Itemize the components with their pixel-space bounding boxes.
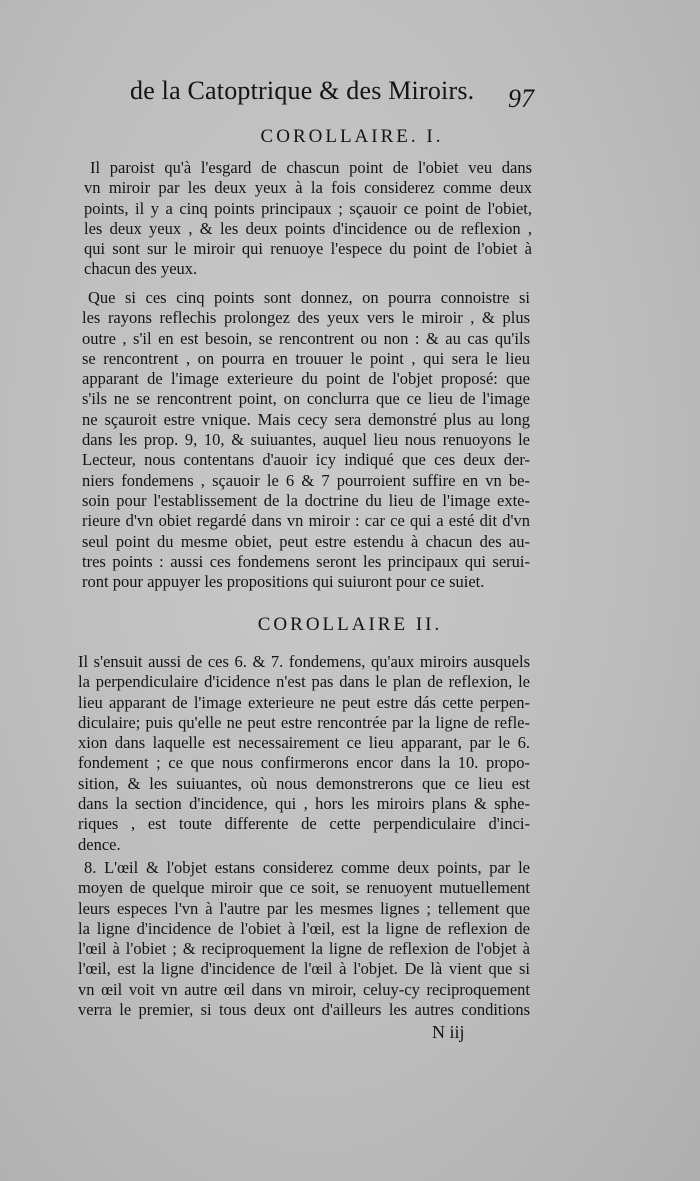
- text-line: les rayons reflechis prolongez des yeux vers le miroir , & plus: [82, 308, 530, 328]
- text-line: outre , s'il en est besoin, se rencontrent ou non : & au cas qu'ils: [82, 328, 530, 348]
- text-line: ront pour appuyer les propositions qui suiuront pour ce suiet.: [82, 572, 485, 592]
- text-line: l'œil à l'obiet ; & reciproquement la ligne de reflexion de l'objet à: [78, 939, 530, 959]
- text-line: Que si ces cinq points sont donnez, on pourra connoistre si: [88, 288, 530, 307]
- text-line: la perpendiculaire d'icidence n'est pas dans le plan de reflexion, le: [78, 672, 530, 692]
- text-line: chacun des yeux.: [84, 259, 198, 279]
- text-line: vn œil voit vn autre œil dans vn miroir, celuy-cy reciproquement: [78, 979, 530, 999]
- text-line: ne sçauroit estre vnique. Mais cecy sera demonstré plus au long: [82, 409, 530, 429]
- corollary-2-heading: COROLLAIRE II.: [257, 614, 443, 635]
- text-line: verra le premier, si tous deux ont d'ailleurs les autres conditions: [78, 1000, 530, 1020]
- text-line: sition, & les suiuantes, où nous demonstrerons que ce lieu est: [78, 773, 530, 793]
- text-line: lieu apparant de l'image exterieure ne peut estre dás cette perpen-: [78, 692, 530, 712]
- text-line: fondement ; ce que nous confirmerons encor dans la 10. propo-: [78, 753, 530, 773]
- text-line: soin pour l'establissement de la doctrine du lieu de l'image exte-: [82, 490, 530, 510]
- text-line: s'ils ne se rencontrent point, on conclurra que ce lieu de l'image: [82, 389, 530, 409]
- page-number: 97: [508, 84, 534, 113]
- text-line: diculaire; puis qu'elle ne peut estre rencontrée par la ligne de refle-: [78, 712, 530, 732]
- text-line: moyen de quelque miroir que ce soit, se renuoyent mutuellement: [78, 878, 530, 898]
- corollary-1-paragraph-1: [84, 158, 532, 280]
- corollary-2-paragraph-1: [78, 652, 530, 855]
- text-line: tres points : aussi ces fondemens seront les principaux qui serui-: [82, 551, 530, 571]
- text-line: apparant de l'image exterieure du point de l'objet proposé: que: [82, 369, 530, 389]
- text-line: niers fondemens , sçauoir le 6 & 7 pourroient suffire en vn be-: [82, 470, 530, 490]
- text-line: qui sont sur le miroir qui renuoye l'espece du point de l'obiet à: [84, 239, 532, 259]
- corollary-1-heading: COROLLAIRE. I.: [260, 126, 444, 147]
- text-line: vn miroir par les deux yeux à la fois considerez comme deux: [84, 178, 532, 198]
- text-line: Lecteur, nous contentans d'auoir icy indiqué que ces deux der-: [82, 450, 530, 470]
- text-line: 8. L'œil & l'objet estans considerez comme deux points, par le: [84, 858, 530, 877]
- text-line: xion dans laquelle est necessairement ce lieu apparant, par le 6.: [78, 733, 530, 753]
- text-line: dans la section d'incidence, qui , hors les miroirs plans & sphe-: [78, 794, 530, 814]
- text-line: leurs especes l'vn à l'autre par les mesmes lignes ; tellement que: [78, 898, 530, 918]
- text-line: se rencontrent , on pourra en trouuer le point , qui sera le lieu: [82, 348, 530, 368]
- text-line: rieure d'vn obiet regardé dans vn miroir : car ce qui a esté dit d'vn: [82, 511, 530, 531]
- text-line: l'œil, est la ligne d'incidence de l'œil à l'objet. De là vient que si: [78, 959, 530, 979]
- text-line: seul point du mesme obiet, peut estre estendu à chacun des au-: [82, 531, 530, 551]
- corollary-1-paragraph-2: [82, 288, 530, 592]
- text-line: la ligne d'incidence de l'obiet à l'œil, est la ligne de reflexion de: [78, 918, 530, 938]
- text-line: riques , est toute differente de cette perpendiculaire d'inci-: [78, 814, 530, 834]
- text-line: Il s'ensuit aussi de ces 6. & 7. fondemens, qu'aux miroirs ausquels: [78, 652, 530, 671]
- signature-mark: N iij: [432, 1022, 465, 1042]
- running-title: de la Catoptrique & des Miroirs.: [130, 76, 475, 105]
- text-line: Il paroist qu'à l'esgard de chascun point de l'obiet veu dans: [90, 158, 532, 177]
- text-line: points, il y a cinq points principaux ; sçauoir ce point de l'obiet,: [84, 198, 532, 218]
- proposition-8-paragraph: [78, 858, 530, 1020]
- text-line: dans les prop. 9, 10, & suiuantes, auquel lieu nous renuoyons le: [82, 430, 530, 450]
- text-line: les deux yeux , & les deux points d'incidence ou de reflexion ,: [84, 218, 532, 238]
- text-line: dence.: [78, 834, 121, 854]
